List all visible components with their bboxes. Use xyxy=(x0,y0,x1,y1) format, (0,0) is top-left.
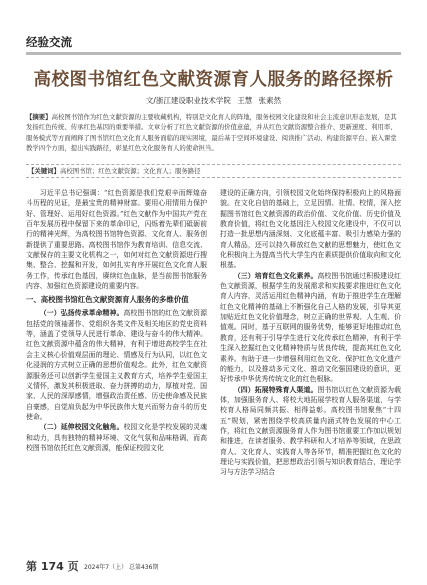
article-title: 高校图书馆红色文献资源育人服务的路径探析 xyxy=(33,70,394,90)
abstract-text: 高校图书馆作为红色文献资源的主要收藏机构，特别是文化育人的阵地，服务校园文化建设和社会主流意识形态发展，是其发扬红色传统、传承红色基因的重要举措。文章分析了红色文献资源的价值意蕴，并从红色文献资源整合推介、更新速度、利用率、服务模式等方面阐释了图书馆红色文化育人服务面临的现实困境，最后基于空间环境建设、阅读推广活动、构建资源平台、嵌入课堂教学四个方面，提出实践路径，彰显红色文化服务育人的使命担当。 xyxy=(26,113,397,152)
abstract xyxy=(26,112,401,164)
body-paragraph xyxy=(220,385,401,478)
intro-paragraph: 习近平总书记强调：“红色资源是我们党艰辛而辉煌奋斗历程的见证，是最宝贵的精神财富。要用心用情用力保护好、管理好、运用好红色资源。”红色文献作为中国共产党在百年发展历程中保留下来的革命印记，闪烁着先辈们砥砺前行的精神光辉，为高校图书馆特色资源、文化育人、服务创新提供了重要思路。高校图书馆作为教育培训、信息交流、文献保存的主要文化机构之一，如何对红色文献资源进行搜集、整合、挖掘和开发，如何扎实有序开展红色文化育人服务工作，传承红色基因，赓续红色血脉，是当前图书馆服务内容、加强红色资源建设的重要内容。 xyxy=(26,189,207,291)
subsection-heading: （三）培育红色文化素养。 xyxy=(233,271,318,280)
subsection-heading: （四）拓展特殊育人渠道。 xyxy=(233,385,318,394)
section-heading: 一、高校图书馆红色文献资源育人服务的多维价值 xyxy=(26,295,189,305)
affiliation: 文/浙江建设职业技术学院 xyxy=(145,96,231,105)
body-text: 高校图书馆通过积极建设红色文献资源，根据学生的发展需求和实践要求推进红色文化育人内容，灵活运用红色精神内涵，有助于推进学生在理解红色文化精神的基础上不断强化自己人格的发展，引导其更加贴近红色文化价值理念，树立正确的世界观、人生观、价值观。同时，基于互联网的服务优势，能够更好地推动红色教育，还有利于引导学生进行文化传承红色精神，有利于学生深入挖掘红色文化精神特质与优良传统，提高其红色文化素养。有助于进一步增强利用红色文化、保护红色文化遗产的能力，以及推动多元文化、推动文化强国建设的意识，更好传承中华优秀传统文化的红色根脉。 xyxy=(220,271,401,384)
author-name: 王慧 xyxy=(237,96,253,105)
body-text: 高校图书馆的红色文献资源包括党的领袖著作、党组织各类文件及相关地区的党史资料等，涵盖了党领导人民进行革命、建设与奋斗的伟大精神。红色文献资源中蕴含的伟大精神，有利于增进高校学生在社会主义核心价值观层面的理论、情感及行为认同，以红色文化浸润的方式树立正确的思想价值观念。此外，红色文献资源服务还可以创新学生爱国主义教育方式，培养学生爱国主义情怀，激发其积极进取、奋力拼搏的动力，厚植对党、国家、人民的深厚感情，增强政治责任感、历史使命感及民族自豪感，自觉肩负起为中华民族伟大复兴而努力奋斗的历史使命。 xyxy=(26,309,207,421)
issue-info: 2024年7（上） 总第436期 xyxy=(84,564,159,571)
body-paragraph xyxy=(220,271,401,385)
abstract-label: 【摘要】 xyxy=(26,113,52,121)
column-divider xyxy=(26,52,401,55)
subsection-heading: （一）弘扬传承革命精神。 xyxy=(39,309,124,318)
body-text: 图书馆以红色文献资源为载体，加强服务育人、将校大地拓展学校育人服务渠道，与学校育人格局同频共振、相得益彰。高校图书馆聚焦“十四五”规划，紧密围绕学校高质量内涵式特色发展的中心工作，将红色文献资源服务育人作为图书馆重要工作加以规划和推进，在读者服务、教学科研和人才培养等领域，在思政育人、文化育人、实践育人等各环节，精准把握红色文化的理论与实践价值，把思想政治引领与知识教育结合，理论学习与方法学习结合 xyxy=(220,385,401,477)
body-text: 校园文化是学校发展的灵魂和动力，具有独特的精神环境、文化气氛和品味格调，而高校图书馆依托红色文献资源，能保证校园文化 xyxy=(26,423,207,452)
author-line xyxy=(0,95,427,106)
keywords-label: 【关键词】 xyxy=(28,167,60,175)
body-paragraph xyxy=(26,308,207,422)
right-column xyxy=(220,188,401,478)
body-paragraph xyxy=(26,422,207,453)
body-paragraph: 建设的正确方向，引领校园文化始终保持积极向上的风格面貌。在文化自信的基础上，立足因情、社情、校情，深入挖掘图书馆红色文献资源的政治价值、文化价值、历史价值及教育价值，将红色文化基因注入校园文化建设中，不仅可以打造一批思想内涵深刻、文化底蕴丰富、吸引力感染力强的育人精品，还可以持久释放红色文献的思想魅力，使红色文化积极向上为提高当代大学生内在素质提供价值取向和文化根基。 xyxy=(220,189,401,270)
left-column xyxy=(26,188,207,453)
page-number: 第 174 页 xyxy=(26,560,79,573)
keywords xyxy=(26,164,401,178)
page-footer xyxy=(26,556,401,576)
column-tag: 经验交流 xyxy=(26,35,72,49)
keywords-text: 高校图书馆；红色文献资源；文化育人；服务路径 xyxy=(59,167,201,175)
author-name: 张素然 xyxy=(258,96,282,105)
subsection-heading: （二）延伸校园文化触角。 xyxy=(39,423,124,432)
